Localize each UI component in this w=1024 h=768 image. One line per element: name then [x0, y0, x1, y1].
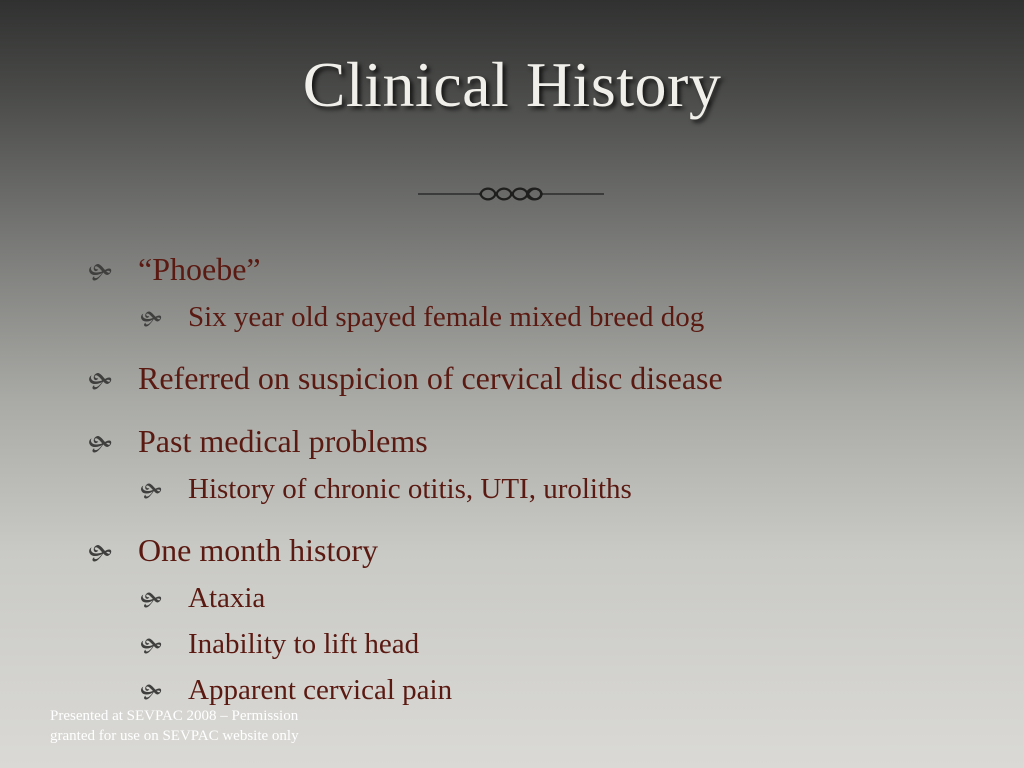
bullet-item: [88, 248, 988, 341]
bullet-row: [88, 357, 988, 404]
fleuron-bullet-icon: 🙟: [88, 370, 113, 395]
title-divider-ornament: [418, 178, 604, 210]
footer-line: Presented at SEVPAC 2008 – Permission: [50, 708, 299, 724]
sub-bullet-text: Apparent cervical pain: [188, 674, 453, 706]
fleuron-bullet-icon: 🙟: [140, 680, 163, 704]
sub-bullet-text: Inability to lift head: [188, 628, 420, 660]
sub-bullet-row: [88, 295, 988, 341]
sub-bullet-text: Six year old spayed female mixed breed dog: [188, 301, 705, 333]
sub-bullet-row: [88, 576, 988, 622]
bullet-text: Referred on suspicion of cervical disc disease: [138, 360, 723, 396]
slide-title: Clinical History: [302, 49, 722, 120]
footer-line: granted for use on SEVPAC website only: [50, 728, 299, 744]
bullet-row: [88, 420, 988, 467]
bullet-item: [88, 529, 988, 714]
fleuron-bullet-icon: 🙟: [88, 261, 113, 286]
bullet-row: [88, 248, 988, 295]
sub-bullet-row: [88, 622, 988, 668]
sub-bullet-text: Ataxia: [188, 582, 266, 614]
bullet-item: [88, 357, 988, 404]
sub-bullet-row: [88, 467, 988, 513]
fleuron-bullet-icon: 🙟: [88, 542, 113, 567]
bullet-text: “Phoebe”: [138, 251, 261, 287]
fleuron-bullet-icon: 🙟: [140, 479, 163, 503]
bullet-list: [88, 248, 988, 730]
bullet-text: Past medical problems: [138, 423, 428, 459]
sub-bullet-text: History of chronic otitis, UTI, uroliths: [188, 473, 632, 505]
bullet-row: [88, 529, 988, 576]
fleuron-bullet-icon: 🙟: [140, 307, 163, 331]
fleuron-bullet-icon: 🙟: [140, 634, 163, 658]
bullet-item: [88, 420, 988, 513]
bullet-text: One month history: [138, 532, 378, 568]
fleuron-bullet-icon: 🙟: [88, 433, 113, 458]
fleuron-bullet-icon: 🙟: [140, 588, 163, 612]
footer-note: [50, 706, 370, 746]
